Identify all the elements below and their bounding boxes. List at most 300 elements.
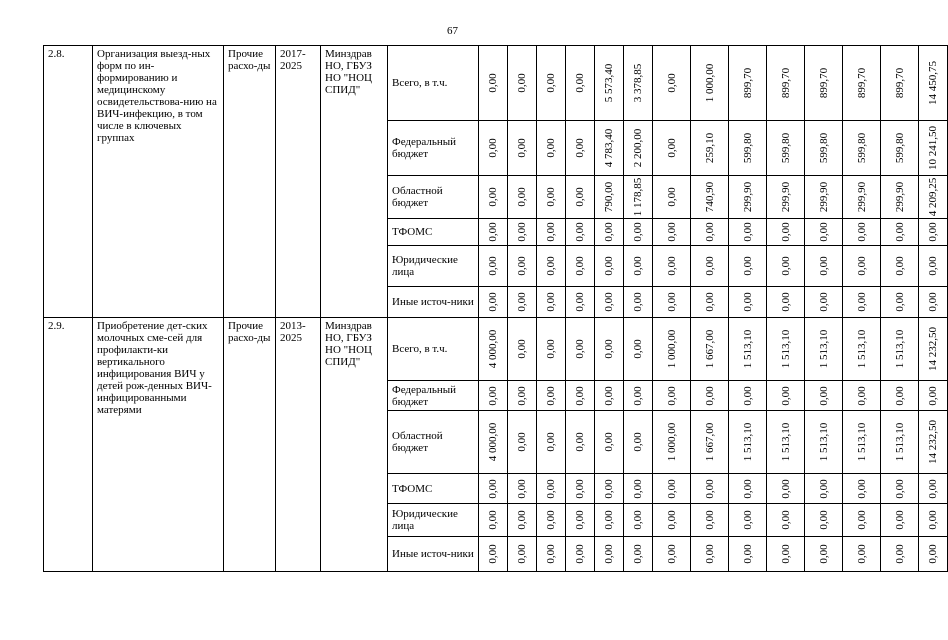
value-text: 0,00 xyxy=(665,385,678,406)
value-text: 0,00 xyxy=(632,256,644,276)
value-text: 0,00 xyxy=(927,256,939,276)
value-cell xyxy=(653,46,691,121)
value-text: 0,00 xyxy=(893,544,906,564)
value-cell xyxy=(767,121,805,176)
value-cell xyxy=(595,318,624,381)
value-cell xyxy=(919,318,948,381)
value-cell xyxy=(881,287,919,318)
value-text: 0,00 xyxy=(516,187,528,207)
value-text: 4 000,00 xyxy=(487,329,499,369)
value-cell xyxy=(624,381,653,411)
value-cell xyxy=(843,246,881,287)
value-cell xyxy=(595,246,624,287)
funding-source-label: Областной бюджет xyxy=(388,176,479,219)
value-cell xyxy=(843,381,881,411)
value-cell xyxy=(881,46,919,121)
value-text: 14 232,50 xyxy=(927,327,939,371)
value-text: 0,00 xyxy=(855,256,868,276)
value-cell xyxy=(843,318,881,381)
value-cell xyxy=(881,219,919,246)
value-text: 0,00 xyxy=(855,510,868,530)
value-text: 299,90 xyxy=(893,181,906,213)
value-cell xyxy=(566,287,595,318)
value-cell xyxy=(691,537,729,572)
value-cell xyxy=(508,46,537,121)
value-text: 0,00 xyxy=(893,385,906,406)
value-text: 0,00 xyxy=(545,544,557,564)
value-text: 0,00 xyxy=(665,138,678,158)
value-text: 0,00 xyxy=(632,222,644,242)
item-category: Прочие расхо-ды xyxy=(224,318,276,572)
value-cell xyxy=(729,381,767,411)
value-text: 0,00 xyxy=(545,339,557,359)
value-text: 0,00 xyxy=(516,292,528,312)
value-text: 0,00 xyxy=(603,544,615,564)
value-text: 0,00 xyxy=(545,187,557,207)
value-text: 0,00 xyxy=(516,478,528,499)
value-text: 0,00 xyxy=(741,510,754,530)
value-cell xyxy=(691,504,729,537)
value-text: 0,00 xyxy=(665,256,678,276)
table-row xyxy=(44,318,948,381)
value-cell xyxy=(767,537,805,572)
value-text: 0,00 xyxy=(817,385,830,406)
value-text: 0,00 xyxy=(741,256,754,276)
value-cell xyxy=(767,381,805,411)
value-cell xyxy=(843,46,881,121)
value-cell xyxy=(729,176,767,219)
value-text: 1 513,10 xyxy=(741,329,754,369)
item-executor: Минздрав НО, ГБУЗ НО "НОЦ СПИД" xyxy=(321,46,388,318)
value-cell xyxy=(919,411,948,474)
value-text: 0,00 xyxy=(817,544,830,564)
value-text: 2 200,00 xyxy=(632,128,644,168)
value-cell xyxy=(881,176,919,219)
value-cell xyxy=(919,219,948,246)
value-text: 0,00 xyxy=(703,256,716,276)
value-cell xyxy=(767,246,805,287)
item-period: 2017-2025 xyxy=(276,46,321,318)
funding-source-label: Юридические лица xyxy=(388,246,479,287)
value-cell xyxy=(653,318,691,381)
value-text: 0,00 xyxy=(487,73,499,93)
value-text: 1 513,10 xyxy=(817,329,830,369)
value-cell xyxy=(881,537,919,572)
value-cell xyxy=(508,176,537,219)
value-cell xyxy=(767,287,805,318)
value-text: 899,70 xyxy=(779,67,792,99)
value-cell xyxy=(624,411,653,474)
value-text: 1 513,10 xyxy=(817,422,830,462)
value-text: 0,00 xyxy=(927,385,939,406)
value-cell xyxy=(805,411,843,474)
value-text: 0,00 xyxy=(779,256,792,276)
value-cell xyxy=(843,287,881,318)
value-text: 14 232,50 xyxy=(927,420,939,464)
value-cell xyxy=(624,318,653,381)
value-text: 599,80 xyxy=(817,132,830,164)
funding-source-label: Всего, в т.ч. xyxy=(388,46,479,121)
value-cell xyxy=(805,381,843,411)
value-cell xyxy=(919,537,948,572)
value-text: 0,00 xyxy=(855,222,868,242)
value-text: 899,70 xyxy=(741,67,754,99)
value-text: 0,00 xyxy=(927,510,939,530)
value-text: 0,00 xyxy=(665,73,678,93)
value-text: 5 573,40 xyxy=(603,63,615,103)
value-text: 0,00 xyxy=(893,256,906,276)
value-text: 0,00 xyxy=(603,222,615,242)
value-text: 1 513,10 xyxy=(855,422,868,462)
value-cell xyxy=(729,46,767,121)
value-text: 1 513,10 xyxy=(893,422,906,462)
value-text: 899,70 xyxy=(855,67,868,99)
value-cell xyxy=(537,121,566,176)
value-cell xyxy=(566,318,595,381)
value-text: 0,00 xyxy=(516,385,528,406)
value-cell xyxy=(537,504,566,537)
value-cell xyxy=(843,176,881,219)
value-text: 899,70 xyxy=(817,67,830,99)
value-cell xyxy=(729,287,767,318)
value-text: 14 450,75 xyxy=(927,61,939,105)
value-text: 1 513,10 xyxy=(855,329,868,369)
value-text: 0,00 xyxy=(779,510,792,530)
value-cell xyxy=(653,504,691,537)
value-text: 0,00 xyxy=(603,339,615,359)
budget-table xyxy=(43,45,948,572)
value-text: 0,00 xyxy=(574,510,586,530)
value-text: 0,00 xyxy=(632,510,644,530)
value-cell xyxy=(653,246,691,287)
value-text: 1 178,85 xyxy=(632,177,644,217)
value-cell xyxy=(805,219,843,246)
value-text: 3 378,85 xyxy=(632,63,644,103)
value-text: 599,80 xyxy=(779,132,792,164)
value-cell xyxy=(767,411,805,474)
value-cell xyxy=(537,381,566,411)
value-cell xyxy=(767,474,805,504)
value-cell xyxy=(479,46,508,121)
value-text: 0,00 xyxy=(516,510,528,530)
value-text: 0,00 xyxy=(665,292,678,312)
value-cell xyxy=(691,246,729,287)
value-text: 0,00 xyxy=(703,385,716,406)
value-cell xyxy=(624,474,653,504)
value-cell xyxy=(595,121,624,176)
value-cell xyxy=(537,246,566,287)
value-cell xyxy=(729,219,767,246)
value-text: 1 513,10 xyxy=(893,329,906,369)
value-text: 0,00 xyxy=(516,138,528,158)
value-cell xyxy=(653,287,691,318)
value-text: 0,00 xyxy=(487,222,499,242)
value-cell xyxy=(479,287,508,318)
value-cell xyxy=(566,246,595,287)
value-cell xyxy=(537,411,566,474)
value-cell xyxy=(479,411,508,474)
value-cell xyxy=(653,537,691,572)
value-text: 0,00 xyxy=(545,432,557,452)
value-cell xyxy=(805,504,843,537)
value-text: 0,00 xyxy=(741,478,754,499)
value-cell xyxy=(624,537,653,572)
value-cell xyxy=(881,246,919,287)
value-text: 0,00 xyxy=(779,478,792,499)
value-text: 0,00 xyxy=(603,510,615,530)
value-cell xyxy=(805,176,843,219)
value-cell xyxy=(805,121,843,176)
value-text: 0,00 xyxy=(741,544,754,564)
value-text: 0,00 xyxy=(893,478,906,499)
value-cell xyxy=(881,504,919,537)
value-text: 899,70 xyxy=(893,67,906,99)
value-cell xyxy=(691,318,729,381)
value-text: 0,00 xyxy=(574,73,586,93)
value-text: 0,00 xyxy=(545,256,557,276)
value-text: 1 513,10 xyxy=(779,329,792,369)
funding-source-label: ТФОМС xyxy=(388,219,479,246)
value-text: 0,00 xyxy=(574,187,586,207)
value-cell xyxy=(566,381,595,411)
value-text: 0,00 xyxy=(665,187,678,207)
value-cell xyxy=(595,537,624,572)
value-text: 0,00 xyxy=(487,544,499,564)
value-text: 0,00 xyxy=(603,256,615,276)
value-cell xyxy=(479,246,508,287)
value-text: 0,00 xyxy=(545,222,557,242)
value-cell xyxy=(843,504,881,537)
value-text: 0,00 xyxy=(665,478,678,499)
value-cell xyxy=(919,381,948,411)
value-text: 0,00 xyxy=(632,339,644,359)
value-text: 0,00 xyxy=(545,478,557,499)
value-cell xyxy=(653,411,691,474)
value-text: 0,00 xyxy=(817,256,830,276)
value-cell xyxy=(767,176,805,219)
item-number: 2.9. xyxy=(44,318,93,572)
value-text: 0,00 xyxy=(817,222,830,242)
item-name: Приобретение дет-ских молочных сме-сей для профилакти-ки вертикального инфицирования ВИЧ у детей рож-денных ВИЧ-инфицированными матерями xyxy=(93,318,224,572)
value-text: 0,00 xyxy=(516,432,528,452)
value-cell xyxy=(881,121,919,176)
value-text: 0,00 xyxy=(487,256,499,276)
value-cell xyxy=(729,537,767,572)
item-number: 2.8. xyxy=(44,46,93,318)
value-text: 0,00 xyxy=(741,292,754,312)
value-text: 0,00 xyxy=(893,222,906,242)
value-cell xyxy=(479,176,508,219)
value-text: 299,90 xyxy=(855,181,868,213)
value-text: 0,00 xyxy=(487,478,499,499)
value-cell xyxy=(843,219,881,246)
value-text: 0,00 xyxy=(779,292,792,312)
value-cell xyxy=(691,474,729,504)
value-text: 599,80 xyxy=(855,132,868,164)
value-text: 0,00 xyxy=(817,478,830,499)
value-text: 0,00 xyxy=(487,292,499,312)
value-text: 0,00 xyxy=(516,256,528,276)
value-cell xyxy=(805,474,843,504)
value-cell xyxy=(595,474,624,504)
value-cell xyxy=(508,287,537,318)
value-cell xyxy=(691,219,729,246)
item-name: Организация выезд-ных форм по ин-формированию и медицинскому освидетельствова-нию на ВИЧ-инфекцию, в том числе в ключевых группах xyxy=(93,46,224,318)
value-cell xyxy=(595,504,624,537)
value-text: 0,00 xyxy=(545,510,557,530)
value-cell xyxy=(767,504,805,537)
value-text: 0,00 xyxy=(779,222,792,242)
value-text: 0,00 xyxy=(855,478,868,499)
value-text: 10 241,50 xyxy=(927,126,939,170)
value-text: 0,00 xyxy=(574,256,586,276)
value-text: 299,90 xyxy=(741,181,754,213)
value-cell xyxy=(919,121,948,176)
value-text: 0,00 xyxy=(893,510,906,530)
value-cell xyxy=(919,46,948,121)
value-text: 0,00 xyxy=(703,478,716,499)
value-text: 299,90 xyxy=(817,181,830,213)
value-cell xyxy=(479,121,508,176)
value-text: 0,00 xyxy=(545,292,557,312)
value-cell xyxy=(805,318,843,381)
value-text: 0,00 xyxy=(487,385,499,406)
value-cell xyxy=(843,411,881,474)
value-cell xyxy=(919,474,948,504)
value-text: 0,00 xyxy=(574,385,586,406)
value-text: 0,00 xyxy=(545,385,557,406)
value-cell xyxy=(624,121,653,176)
page-number: 67 xyxy=(447,25,458,37)
item-period: 2013-2025 xyxy=(276,318,321,572)
value-cell xyxy=(805,246,843,287)
value-text: 0,00 xyxy=(574,339,586,359)
value-text: 0,00 xyxy=(817,510,830,530)
value-cell xyxy=(805,537,843,572)
value-cell xyxy=(479,381,508,411)
value-cell xyxy=(653,176,691,219)
value-cell xyxy=(508,318,537,381)
value-cell xyxy=(595,411,624,474)
value-text: 0,00 xyxy=(574,222,586,242)
value-cell xyxy=(653,121,691,176)
value-text: 0,00 xyxy=(632,292,644,312)
table-row xyxy=(44,46,948,121)
value-text: 0,00 xyxy=(574,292,586,312)
item-executor: Минздрав НО, ГБУЗ НО "НОЦ СПИД" xyxy=(321,318,388,572)
funding-source-label: Всего, в т.ч. xyxy=(388,318,479,381)
value-text: 0,00 xyxy=(487,510,499,530)
value-cell xyxy=(566,46,595,121)
value-text: 0,00 xyxy=(574,138,586,158)
value-cell xyxy=(653,219,691,246)
value-cell xyxy=(595,219,624,246)
value-cell xyxy=(537,219,566,246)
value-cell xyxy=(595,46,624,121)
value-cell xyxy=(919,287,948,318)
value-text: 0,00 xyxy=(855,385,868,406)
value-cell xyxy=(881,318,919,381)
value-cell xyxy=(653,381,691,411)
funding-source-label: Федеральный бюджет xyxy=(388,121,479,176)
value-text: 1 000,00 xyxy=(665,329,678,369)
value-text: 0,00 xyxy=(741,385,754,406)
value-text: 1 667,00 xyxy=(703,422,716,462)
value-cell xyxy=(479,504,508,537)
value-text: 599,80 xyxy=(893,132,906,164)
value-cell xyxy=(595,176,624,219)
value-text: 0,00 xyxy=(703,222,716,242)
value-cell xyxy=(479,219,508,246)
value-text: 0,00 xyxy=(893,292,906,312)
value-text: 0,00 xyxy=(779,544,792,564)
value-cell xyxy=(508,381,537,411)
value-cell xyxy=(624,246,653,287)
value-text: 0,00 xyxy=(927,222,939,242)
value-cell xyxy=(843,474,881,504)
value-cell xyxy=(566,411,595,474)
value-text: 299,90 xyxy=(779,181,792,213)
value-cell xyxy=(508,504,537,537)
value-cell xyxy=(767,219,805,246)
value-text: 0,00 xyxy=(516,73,528,93)
value-text: 599,80 xyxy=(741,132,754,164)
value-text: 0,00 xyxy=(703,544,716,564)
value-text: 0,00 xyxy=(632,432,644,452)
value-cell xyxy=(843,121,881,176)
value-text: 0,00 xyxy=(516,544,528,564)
value-text: 0,00 xyxy=(665,544,678,564)
value-text: 0,00 xyxy=(603,478,615,499)
value-text: 740,90 xyxy=(703,181,716,213)
value-text: 1 513,10 xyxy=(779,422,792,462)
value-cell xyxy=(767,46,805,121)
value-cell xyxy=(691,411,729,474)
value-text: 0,00 xyxy=(487,138,499,158)
value-cell xyxy=(566,219,595,246)
value-cell xyxy=(691,176,729,219)
value-text: 0,00 xyxy=(703,292,716,312)
value-cell xyxy=(624,287,653,318)
value-cell xyxy=(624,219,653,246)
value-cell xyxy=(691,287,729,318)
value-text: 4 000,00 xyxy=(487,422,499,462)
value-cell xyxy=(919,246,948,287)
value-cell xyxy=(729,246,767,287)
funding-source-label: Областной бюджет xyxy=(388,411,479,474)
value-cell xyxy=(537,46,566,121)
funding-source-label: Иные источ-ники xyxy=(388,287,479,318)
funding-source-label: Федеральный бюджет xyxy=(388,381,479,411)
value-cell xyxy=(691,121,729,176)
value-cell xyxy=(624,504,653,537)
value-text: 0,00 xyxy=(779,385,792,406)
value-cell xyxy=(537,287,566,318)
value-cell xyxy=(566,504,595,537)
value-cell xyxy=(881,411,919,474)
value-cell xyxy=(843,537,881,572)
value-text: 0,00 xyxy=(665,222,678,242)
value-text: 0,00 xyxy=(927,292,939,312)
value-cell xyxy=(595,381,624,411)
value-cell xyxy=(537,474,566,504)
item-category: Прочие расхо-ды xyxy=(224,46,276,318)
value-text: 0,00 xyxy=(632,478,644,499)
value-cell xyxy=(624,46,653,121)
value-text: 0,00 xyxy=(603,385,615,406)
value-text: 0,00 xyxy=(516,222,528,242)
value-text: 0,00 xyxy=(927,478,939,499)
